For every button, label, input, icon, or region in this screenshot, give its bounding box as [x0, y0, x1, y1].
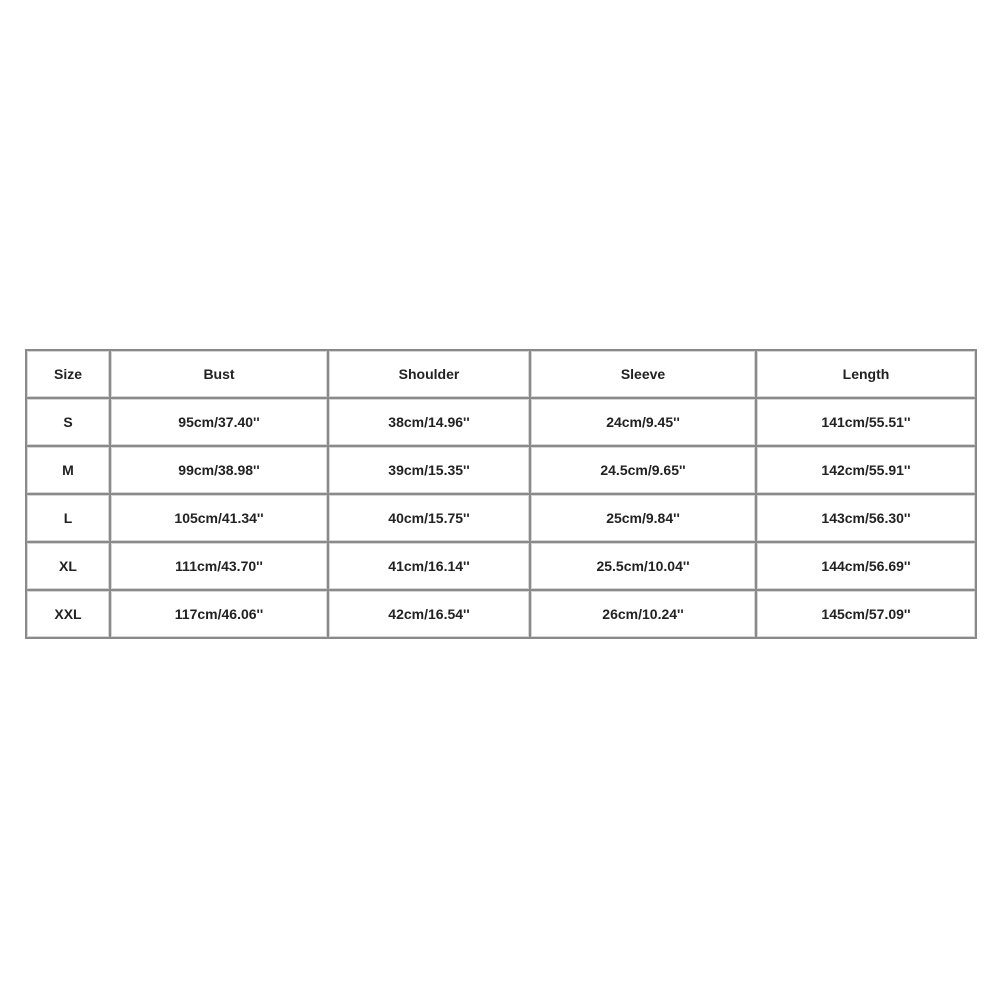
cell-shoulder: 40cm/15.75'': [328, 494, 530, 542]
table-row: [26, 494, 976, 542]
header-length: Length: [756, 350, 976, 398]
cell-sleeve: 25cm/9.84'': [530, 494, 756, 542]
cell-sleeve: 24.5cm/9.65'': [530, 446, 756, 494]
cell-bust: 111cm/43.70'': [110, 542, 328, 590]
cell-length: 144cm/56.69'': [756, 542, 976, 590]
cell-bust: 95cm/37.40'': [110, 398, 328, 446]
cell-length: 142cm/55.91'': [756, 446, 976, 494]
cell-bust: 105cm/41.34'': [110, 494, 328, 542]
header-sleeve: Sleeve: [530, 350, 756, 398]
cell-sleeve: 24cm/9.45'': [530, 398, 756, 446]
cell-shoulder: 41cm/16.14'': [328, 542, 530, 590]
header-bust: Bust: [110, 350, 328, 398]
cell-size: L: [26, 494, 110, 542]
cell-length: 145cm/57.09'': [756, 590, 976, 638]
cell-sleeve: 26cm/10.24'': [530, 590, 756, 638]
header-shoulder: Shoulder: [328, 350, 530, 398]
cell-size: XL: [26, 542, 110, 590]
cell-size: M: [26, 446, 110, 494]
cell-size: S: [26, 398, 110, 446]
cell-shoulder: 42cm/16.54'': [328, 590, 530, 638]
header-row: [26, 350, 976, 398]
cell-shoulder: 39cm/15.35'': [328, 446, 530, 494]
table-row: [26, 590, 976, 638]
cell-length: 141cm/55.51'': [756, 398, 976, 446]
table-row: [26, 542, 976, 590]
cell-sleeve: 25.5cm/10.04'': [530, 542, 756, 590]
cell-bust: 117cm/46.06'': [110, 590, 328, 638]
cell-length: 143cm/56.30'': [756, 494, 976, 542]
table-row: [26, 446, 976, 494]
size-chart-table: [25, 349, 977, 639]
cell-shoulder: 38cm/14.96'': [328, 398, 530, 446]
cell-size: XXL: [26, 590, 110, 638]
table-row: [26, 398, 976, 446]
header-size: Size: [26, 350, 110, 398]
cell-bust: 99cm/38.98'': [110, 446, 328, 494]
